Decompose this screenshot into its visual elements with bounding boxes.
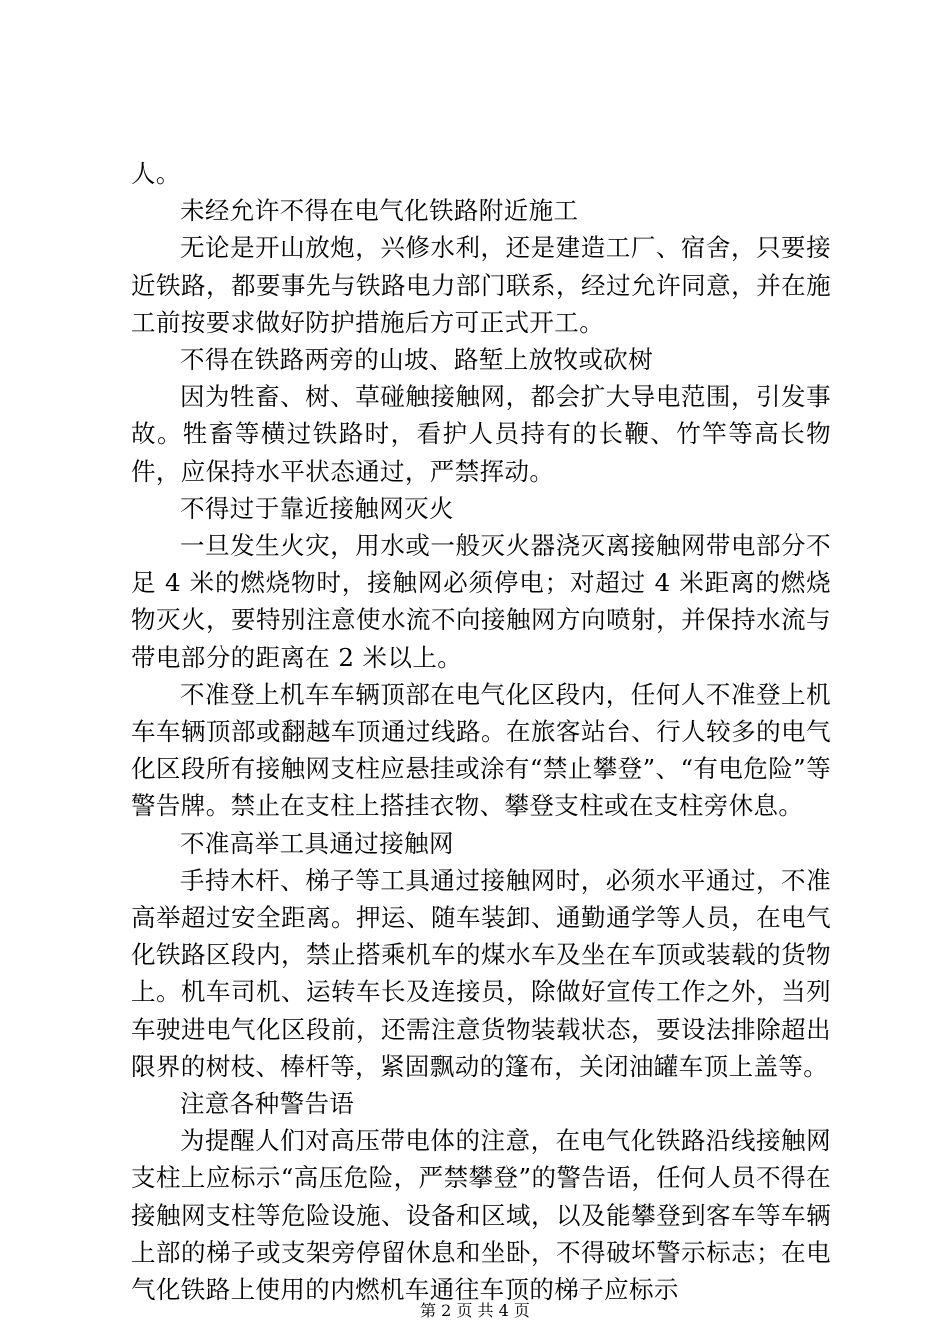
section-heading-grazing: 不得在铁路两旁的山坡、路堑上放牧或砍树 (180, 345, 654, 375)
section-heading-construction: 未经允许不得在电气化铁路附近施工 (180, 196, 579, 226)
section-heading-firefighting: 不得过于靠近接触网灭火 (180, 493, 454, 523)
paragraph-continuation: 人。 (131, 159, 181, 188)
paragraph-vehicle-roof: 不准登上机车车辆顶部在电气化区段内，任何人不准登上机车车辆顶部或翻越车顶通过线路。在旅客站台、行人较多的电气化区段所有接触网支柱应悬挂或涂有“禁止攀登”、“有电危险”等警告牌。禁止在支柱上搭挂衣物、攀登支柱或在支柱旁休息。 (131, 679, 831, 821)
page-number-footer: 第 2 页 共 4 页 (420, 1301, 530, 1320)
document-body (131, 155, 831, 1308)
paragraph-grazing: 因为牲畜、树、草碰触接触网，都会扩大导电范围，引发事故。牲畜等横过铁路时，看护人员持有的长鞭、竹竿等高长物件，应保持水平状态通过，严禁挥动。 (131, 382, 831, 486)
paragraph-warnings: 为提醒人们对高压带电体的注意，在电气化铁路沿线接触网支柱上应标示“高压危险，严禁攀登”的警告语，任何人员不得在接触网支柱等危险设施、设备和区域，以及能攀登到客车等车辆上部的梯子或支架旁停留休息和坐卧，不得破坏警示标志；在电气化铁路上使用的内燃机车通往车顶的梯子应标示 (131, 1126, 831, 1305)
section-heading-warnings: 注意各种警告语 (180, 1089, 355, 1119)
paragraph-tools: 手持木杆、梯子等工具通过接触网时，必须水平通过，不准高举超过安全距离。押运、随车装卸、通勤通学等人员，在电气化铁路区段内，禁止搭乘机车的煤水车及坐在车顶或装载的货物上。机车司机、运转车长及连接员，除做好宣传工作之外，当列车驶进电气化区段前，还需注意货物装载状态，要设法排除超出限界的树枝、棒杆等，紧固飘动的篷布，关闭油罐车顶上盖等。 (131, 865, 831, 1081)
paragraph-firefighting: 一旦发生火灾，用水或一般灭火器浇灭离接触网带电部分不足 4 米的燃烧物时，接触网必须停电；对超过 4 米距离的燃烧物灭火，要特别注意使水流不向接触网方向喷射，并保持水流与带电部分的距离在 2 米以上。 (131, 531, 831, 672)
section-heading-tools: 不准高举工具通过接触网 (180, 828, 454, 858)
paragraph-construction: 无论是开山放炮，兴修水利，还是建造工厂、宿舍，只要接近铁路，都要事先与铁路电力部门联系，经过允许同意，并在施工前按要求做好防护措施后方可正式开工。 (131, 233, 831, 337)
